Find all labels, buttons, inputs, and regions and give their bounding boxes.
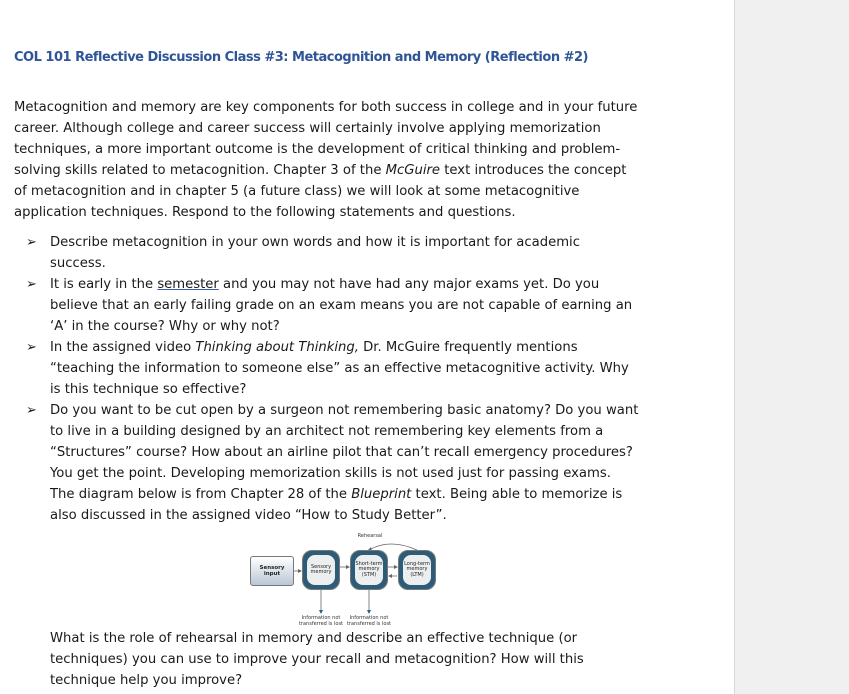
question-item-4 bbox=[14, 400, 639, 691]
document-title: COL 101 Reflective Discussion Class #3: Metacognition and Memory (Reflection #2) bbox=[14, 50, 588, 65]
intro-italic: McGuire bbox=[385, 163, 441, 178]
arrow-bullet-icon: ➢ bbox=[26, 277, 37, 292]
sensory-memory-box bbox=[302, 550, 340, 590]
memory-diagram bbox=[250, 534, 440, 626]
video-title: Thinking about Thinking, bbox=[195, 340, 359, 355]
question-item-2 bbox=[14, 274, 639, 337]
question-text: Describe metacognition in your own words and how it is important for academic success. bbox=[50, 235, 580, 271]
sensory-input-box: Sensory input bbox=[250, 556, 294, 586]
short-term-memory-box bbox=[350, 550, 388, 590]
long-term-memory-label: Long-term memory (LTM) bbox=[403, 555, 431, 585]
intro-text-1: Metacognition and memory are key components for both success in college and in your future career. Although college and career success will certainly involve applying memorization techniques, a more important outcome is the development of critical thinking and problem-solving skills related to metacognition. Chapter 3 of the bbox=[14, 100, 638, 178]
intro-text-2: text introduces the concept of metacognition and in chapter 5 (a future class) we will look at some metacognitive application techniques. Respond to the following statements and questions. bbox=[14, 163, 627, 220]
question-item-1 bbox=[14, 232, 639, 274]
semester-word: semester bbox=[157, 277, 219, 292]
right-side-panel bbox=[734, 0, 849, 694]
question-text-post: and you may not have had any major exams yet. Do you believe that an early failing grade on an exam means you are not capable of earning an ‘A’ in the course? Why or why not? bbox=[50, 277, 633, 334]
long-term-memory-box bbox=[398, 550, 436, 590]
arrow-bullet-icon: ➢ bbox=[26, 403, 37, 418]
question-text-post: Dr. McGuire frequently mentions “teaching the information to someone else” as an effective metacognitive activity. Why is this technique so effective? bbox=[50, 340, 629, 397]
question-list bbox=[14, 232, 639, 691]
question-item-3 bbox=[14, 337, 639, 400]
short-term-memory-label: Short-term memory (STM) bbox=[355, 555, 383, 585]
intro-paragraph bbox=[14, 97, 639, 223]
arrow-bullet-icon: ➢ bbox=[26, 340, 37, 355]
question-text-pre: It is early in the bbox=[50, 277, 158, 292]
lost-info-label-1: Information not transferred is lost bbox=[298, 615, 344, 627]
question-text-post: text. Being able to memorize is also discussed in the assigned video “How to Study Better”. bbox=[50, 487, 623, 523]
book-title: Blueprint bbox=[351, 487, 412, 502]
final-question: What is the role of rehearsal in memory and describe an effective technique (or techniques) you can use to improve your recall and metacognition? How will this technique help you improve? bbox=[50, 631, 584, 688]
rehearsal-label: Rehearsal bbox=[357, 533, 383, 539]
question-text-pre: Do you want to be cut open by a surgeon not remembering basic anatomy? Do you want to live in a building designed by an architect not remembering key elements from a “Structures” course? How about an airline pilot that can’t recall emergency procedures? You get the point. Developing memorization skills is not used just for passing exams. The diagram below is from Chapter 28 of the bbox=[50, 403, 639, 502]
arrow-bullet-icon: ➢ bbox=[26, 235, 37, 250]
question-text-pre: In the assigned video bbox=[50, 340, 196, 355]
lost-info-label-2: Information not transferred is lost bbox=[346, 615, 392, 627]
document-body bbox=[14, 97, 639, 691]
sensory-memory-label: Sensory memory bbox=[307, 555, 335, 585]
